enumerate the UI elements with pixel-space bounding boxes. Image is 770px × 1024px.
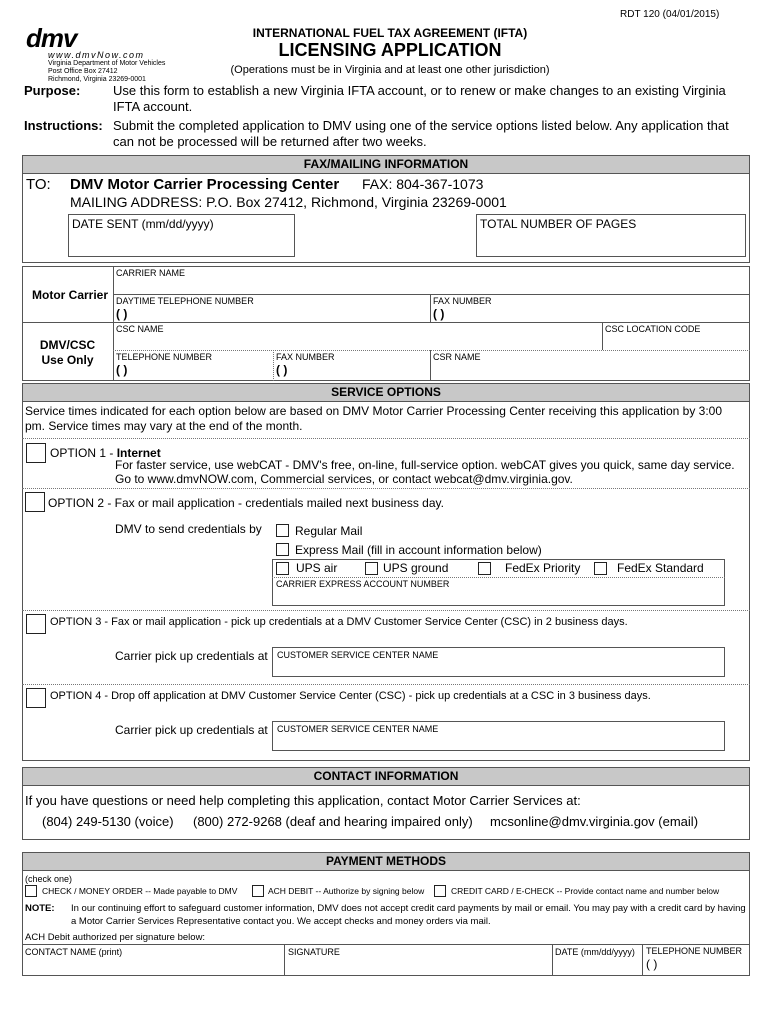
csc-phone-area-code: ( ): [116, 363, 128, 377]
csc-location-field[interactable]: CSC LOCATION CODE: [605, 324, 701, 334]
fedex-priority-checkbox[interactable]: [478, 562, 491, 575]
logo-url: www.dmvNow.com: [48, 50, 145, 60]
carrier-fax-field[interactable]: FAX NUMBER: [433, 296, 492, 306]
service-intro: Service times indicated for each option below are based on DMV Motor Carrier Processing Center receiving this application by 3:00 pm. Service times may vary at the end of the month.: [25, 404, 723, 433]
check-money-order-checkbox[interactable]: [25, 885, 37, 897]
csr-name-field[interactable]: CSR NAME: [433, 352, 481, 362]
use-only-label: Use Only: [41, 353, 94, 367]
total-pages-label: TOTAL NUMBER OF PAGES: [480, 217, 637, 231]
credit-card-label: CREDIT CARD / E-CHECK -- Provide contact name and number below: [451, 886, 720, 896]
to-name: DMV Motor Carrier Processing Center: [70, 176, 340, 193]
instructions-label: Instructions:: [24, 118, 103, 133]
contact-email[interactable]: mcsonline@dmv.virginia.gov (email): [490, 814, 699, 829]
purpose-label: Purpose:: [24, 83, 81, 98]
fax-number: FAX: 804-367-1073: [362, 176, 484, 192]
form-title: INTERNATIONAL FUEL TAX AGREEMENT (IFTA): [252, 26, 528, 40]
date-sent-label: DATE SENT (mm/dd/yyyy): [72, 217, 214, 231]
fedex-standard-label: FedEx Standard: [617, 561, 704, 575]
payment-telephone-field[interactable]: TELEPHONE NUMBER: [646, 946, 743, 956]
ups-air-checkbox[interactable]: [276, 562, 289, 575]
total-pages-field[interactable]: [476, 214, 746, 257]
send-credentials-label: DMV to send credentials by: [115, 522, 262, 536]
pickup-label-3: Carrier pick up credentials at: [115, 649, 268, 663]
csc-fax-field[interactable]: FAX NUMBER: [276, 352, 335, 362]
to-label: TO:: [26, 176, 51, 193]
carrier-name-field[interactable]: CARRIER NAME: [116, 268, 186, 278]
contact-deaf: (800) 272-9268 (deaf and hearing impaired only): [193, 814, 473, 829]
check-one-label: (check one): [25, 874, 73, 884]
option3-checkbox[interactable]: [26, 614, 46, 634]
contact-voice: (804) 249-5130 (voice): [42, 814, 174, 829]
agency-address: Post Office Box 27412: [48, 68, 118, 75]
ach-debit-checkbox[interactable]: [252, 885, 264, 897]
ups-ground-label: UPS ground: [383, 561, 449, 575]
agency-name: Virginia Department of Motor Vehicles: [48, 60, 166, 67]
check-money-order-label: CHECK / MONEY ORDER -- Made payable to DMV: [42, 886, 238, 896]
ach-auth-label: ACH Debit authorized per signature below:: [25, 932, 206, 943]
instructions-text: Submit the completed application to DMV using one of the service options listed below. Any application that can not be processed will be returned after two weeks.: [113, 118, 729, 149]
payment-date-field[interactable]: DATE (mm/dd/yyyy): [555, 947, 635, 957]
purpose-text: Use this form to establish a new Virginia IFTA account, or to renew or make changes to an existing Virginia IFTA account.: [113, 83, 726, 114]
fedex-standard-checkbox[interactable]: [594, 562, 607, 575]
fax-section-header: FAX/MAILING INFORMATION: [22, 155, 750, 174]
option3-text: OPTION 3 - Fax or mail application - pick up credentials at a DMV Customer Service Center (CSC) in 2 business days.: [50, 616, 628, 628]
contact-text: If you have questions or need help completing this application, contact Motor Carrier Services at:: [25, 793, 581, 808]
csc-fax-area-code: ( ): [276, 363, 288, 377]
signature-field[interactable]: SIGNATURE: [288, 947, 340, 957]
note-text: In our continuing effort to safeguard customer information, DMV does not accept credit card payments by mail or email. You may pay with a credit card by having a Motor Carrier Services Representative contact you. We accept checks and money orders via mail.: [71, 903, 746, 927]
motor-carrier-label: Motor Carrier: [32, 288, 109, 302]
credit-card-checkbox[interactable]: [434, 885, 446, 897]
csc-telephone-field[interactable]: TELEPHONE NUMBER: [116, 352, 213, 362]
csc-name-4-field[interactable]: [272, 721, 725, 751]
ach-debit-label: ACH DEBIT -- Authorize by signing below: [268, 886, 425, 896]
regular-mail-label: Regular Mail: [295, 524, 363, 538]
note-label: NOTE:: [25, 903, 55, 914]
carrier-account-field[interactable]: CARRIER EXPRESS ACCOUNT NUMBER: [276, 579, 450, 589]
fedex-priority-label: FedEx Priority: [505, 561, 581, 575]
contact-header: CONTACT INFORMATION: [22, 767, 750, 786]
payment-area-code: ( ): [646, 957, 658, 971]
csc-name-field[interactable]: CSC NAME: [116, 324, 164, 334]
option1-checkbox[interactable]: [26, 443, 46, 463]
express-mail-label: Express Mail (fill in account information below): [295, 543, 542, 557]
option4-text: OPTION 4 - Drop off application at DMV Customer Service Center (CSC) - pick up credentials at a CSC in 3 business days.: [50, 690, 651, 702]
agency-city: Richmond, Virginia 23269-0001: [48, 76, 146, 83]
fax-area-code: ( ): [433, 307, 445, 321]
daytime-phone-field[interactable]: DAYTIME TELEPHONE NUMBER: [116, 296, 254, 306]
dmv-csc-label: DMV/CSC: [39, 338, 96, 352]
option2-text: OPTION 2 - Fax or mail application - credentials mailed next business day.: [48, 496, 444, 510]
csc-center-label: CUSTOMER SERVICE CENTER NAME: [277, 724, 439, 734]
phone-area-code: ( ): [116, 307, 128, 321]
csc-center-label: CUSTOMER SERVICE CENTER NAME: [277, 650, 439, 660]
option1-text: For faster service, use webCAT - DMV's free, on-line, full-service option. webCAT gives you quick, same day service. Go to www.dmvNOW.com, Commercial services, or contact webcat@dmv.virginia.gov.: [115, 458, 735, 486]
csc-name-3-field[interactable]: [272, 647, 725, 677]
logo-text: dmv: [26, 23, 77, 53]
service-options-header: SERVICE OPTIONS: [22, 383, 750, 402]
option1-label: OPTION 1 -: [50, 446, 117, 460]
pickup-label-4: Carrier pick up credentials at: [115, 723, 268, 737]
date-sent-field[interactable]: [68, 214, 295, 257]
form-note: (Operations must be in Virginia and at least one other jurisdiction): [230, 64, 550, 76]
dmv-logo: [26, 23, 176, 84]
payment-header: PAYMENT METHODS: [22, 852, 750, 871]
express-mail-checkbox[interactable]: [276, 543, 289, 556]
ups-air-label: UPS air: [296, 561, 338, 575]
form-subtitle: LICENSING APPLICATION: [278, 40, 502, 60]
ups-ground-checkbox[interactable]: [365, 562, 378, 575]
contact-name-field[interactable]: CONTACT NAME (print): [25, 947, 123, 957]
option2-checkbox[interactable]: [25, 492, 45, 512]
option1-title: Internet: [116, 446, 161, 460]
mailing-address: MAILING ADDRESS: P.O. Box 27412, Richmond, Virginia 23269-0001: [70, 194, 507, 210]
option4-checkbox[interactable]: [26, 688, 46, 708]
form-id: RDT 120 (04/01/2015): [620, 9, 720, 20]
regular-mail-checkbox[interactable]: [276, 524, 289, 537]
